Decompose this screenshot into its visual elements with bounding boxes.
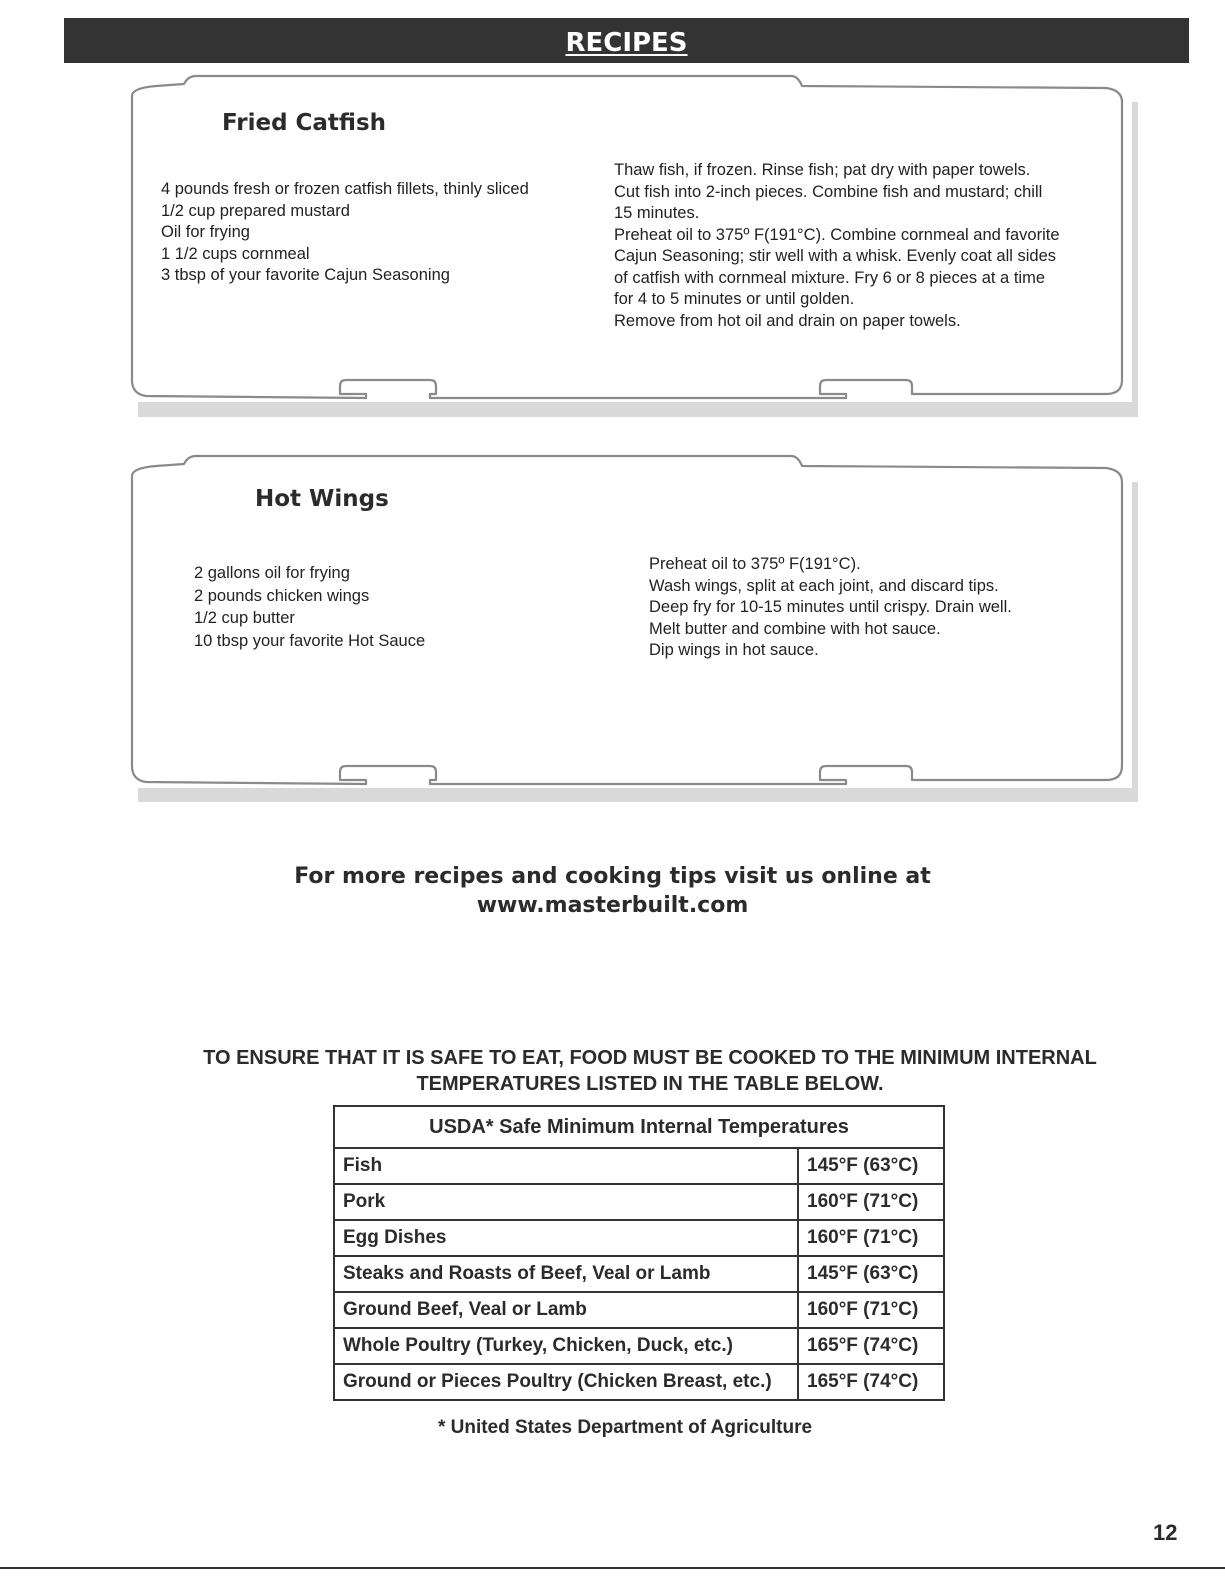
temperature-cell: 165°F (74°C) [798,1328,944,1364]
promo-text [0,862,1225,920]
page-title: RECIPES [565,28,688,58]
temperature-cell: 160°F (71°C) [798,1220,944,1256]
direction-line: 15 minutes. [614,204,700,222]
table-row [334,1256,944,1292]
temperature-table [333,1105,945,1401]
direction-line: Cut fish into 2-inch pieces. Combine fish and mustard; chill [614,182,1043,201]
temperature-cell: 160°F (71°C) [798,1184,944,1220]
promo-line: For more recipes and cooking tips visit us online at [294,864,931,889]
ingredient-item: 1 1/2 cups cornmeal [161,244,310,263]
safety-note-line: TEMPERATURES LISTED IN THE TABLE BELOW. [416,1073,884,1095]
safety-note-line: TO ENSURE THAT IT IS SAFE TO EAT, FOOD MUST BE COOKED TO THE MINIMUM INTERNAL [203,1047,1097,1069]
direction-line: Preheat oil to 375º F(191°C). [649,555,861,573]
temperature-cell: 160°F (71°C) [798,1292,944,1328]
ingredient-item: 3 tbsp of your favorite Cajun Seasoning [161,266,450,284]
temperature-cell: 165°F (74°C) [798,1364,944,1400]
direction-line: Melt butter and combine with hot sauce. [649,619,941,638]
ingredient-item: 2 gallons oil for frying [194,564,350,582]
directions-text [614,160,1114,332]
food-cell: Fish [334,1148,798,1184]
ingredient-item: 10 tbsp your favorite Hot Sauce [194,631,426,650]
recipe-card-hot-wings [126,452,1138,802]
ingredient-item: 4 pounds fresh or frozen catfish fillets, thinly sliced [161,180,529,198]
food-cell: Ground Beef, Veal or Lamb [334,1292,798,1328]
recipe-title: Hot Wings [255,486,389,512]
food-cell: Pork [334,1184,798,1220]
ingredient-item: Oil for frying [161,223,250,241]
food-cell: Ground or Pieces Poultry (Chicken Breast, etc.) [334,1364,798,1400]
food-cell: Whole Poultry (Turkey, Chicken, Duck, etc.) [334,1328,798,1364]
table-title: USDA* Safe Minimum Internal Temperatures [334,1106,944,1148]
ingredient-item: 1/2 cup prepared mustard [161,201,350,220]
ingredient-item: 2 pounds chicken wings [194,586,370,605]
directions-text [649,554,1109,662]
table-row [334,1184,944,1220]
ingredients-list [161,179,611,287]
direction-line: of catfish with cornmeal mixture. Fry 6 or 8 pieces at a time [614,268,1045,287]
temperature-cell: 145°F (63°C) [798,1148,944,1184]
table-row [334,1148,944,1184]
footnote: * United States Department of Agriculture [437,1417,813,1438]
ingredient-item: 1/2 cup butter [194,609,295,627]
direction-line: for 4 to 5 minutes or until golden. [614,290,855,308]
direction-line: Wash wings, split at each joint, and discard tips. [649,576,999,595]
food-cell: Steaks and Roasts of Beef, Veal or Lamb [334,1256,798,1292]
table-row [334,1364,944,1400]
direction-line: Dip wings in hot sauce. [649,641,819,659]
page-number: 12 [1153,1520,1178,1545]
direction-line: Thaw fish, if frozen. Rinse fish; pat dry with paper towels. [614,161,1031,179]
temperature-cell: 145°F (63°C) [798,1256,944,1292]
bottom-divider [0,1567,1225,1569]
table-row [334,1292,944,1328]
ingredients-list [194,562,594,652]
safety-note [140,1045,1160,1097]
website-link[interactable]: www.masterbuilt.com [476,893,749,918]
table-row [334,1328,944,1364]
food-cell: Egg Dishes [334,1220,798,1256]
table-row [334,1220,944,1256]
recipe-card-fried-catfish [126,72,1138,417]
recipe-title: Fried Catfish [222,110,387,136]
header-bar [64,18,1189,63]
direction-line: Deep fry for 10-15 minutes until crispy. Drain well. [649,598,1012,616]
direction-line: Cajun Seasoning; stir well with a whisk. Evenly coat all sides [614,247,1057,265]
direction-line: Preheat oil to 375º F(191°C). Combine cornmeal and favorite [614,225,1060,244]
direction-line: Remove from hot oil and drain on paper towels. [614,311,961,330]
